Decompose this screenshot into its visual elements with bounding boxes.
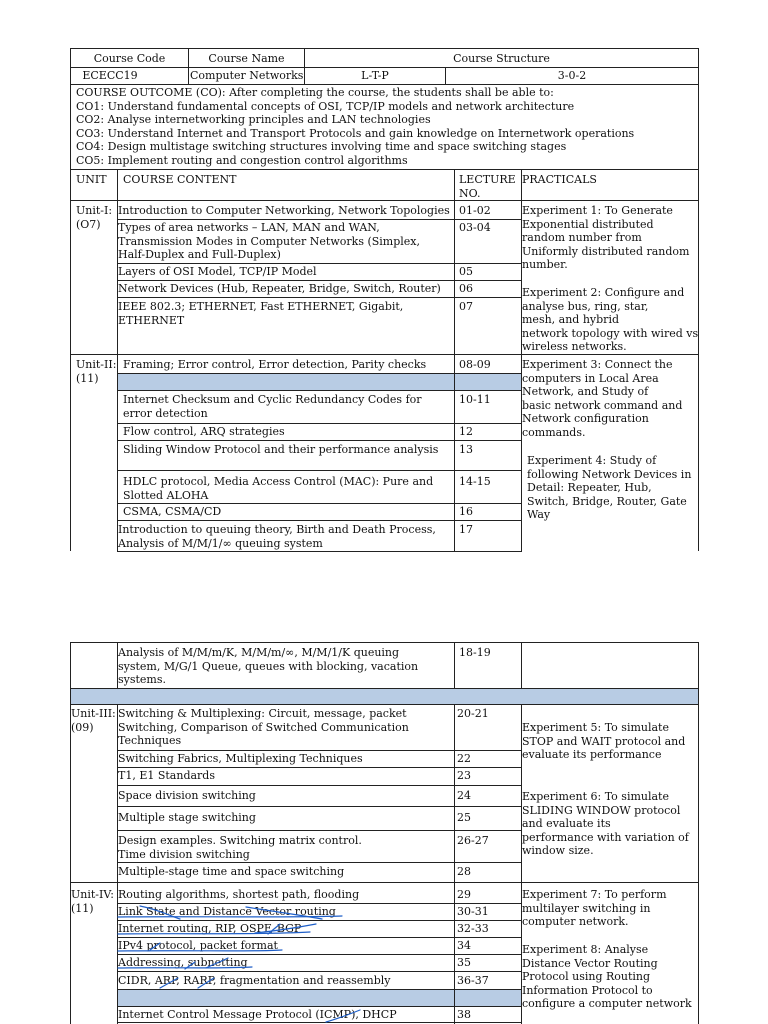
course-name-label: Course Name [208,52,285,65]
unit-label: Unit-III: [71,707,116,720]
table-row-content: Framing; Error control, Error detection, Parity checks [123,358,427,371]
table-row-content: Half-Duplex and Full-Duplex) [118,248,281,261]
table-row-content: Switching Fabrics, Multiplexing Techniques [118,752,363,765]
table-row-content: Time division switching [118,847,250,861]
table-row-lecture: 20-21 [457,707,489,720]
experiment-line: Experiment 6: To simulate [522,790,669,803]
table-row-content: Internet Checksum and Cyclic Redundancy Codes for [123,393,422,406]
table-row-content: Analysis of M/M/1/∞ queuing system [118,536,323,550]
experiment-line: Experiment 5: To simulate [522,721,669,734]
table-row-content: Switching & Multiplexing: Circuit, message, packet [118,707,407,720]
unit-label: Unit-I: [76,204,113,217]
experiment-line: Distance Vector Routing [522,956,658,970]
table-row-content: CIDR, ARP, RARP, fragmentation and reassembly [118,974,391,987]
col-header-practicals: PRACTICALS [522,173,597,186]
outcome-line: COURSE OUTCOME (CO): After completing the course, the students shall be able to: [76,86,554,99]
table-row-lecture: 23 [457,769,471,782]
table-row-content: HDLC protocol, Media Access Control (MAC): Pure and [123,475,434,488]
table-row-content: Introduction to Computer Networking, Network Topologies [118,204,450,217]
unit-hours: (11) [71,901,94,915]
experiment-line: Experiment 8: Analyse [522,943,649,956]
experiment-line: Network, and Study of [522,385,649,398]
table-row-lecture: 10-11 [459,393,491,406]
table-row-lecture: 16 [459,505,473,518]
table-row-content: Types of area networks – LAN, MAN and WAN, [118,221,380,234]
table-row-lecture: 06 [459,282,473,295]
table-row-content: Transmission Modes in Computer Networks (Simplex, [118,234,421,248]
outcome-line: CO5: Implement routing and congestion control algorithms [76,153,408,167]
table-row-content: Space division switching [118,789,256,802]
outcome-line: CO4: Design multistage switching structures involving time and space switching stages [76,140,567,153]
table-row-lecture: 22 [457,752,471,765]
table-row-content: T1, E1 Standards [118,769,215,782]
table-row-lecture: 26-27 [457,834,489,847]
table-row-content: Techniques [118,734,182,747]
table-row-content: error detection [123,406,208,420]
experiment-line: STOP and WAIT protocol and [522,734,686,748]
table-row-lecture: 34 [457,939,471,952]
table-row-content: Introduction to queuing theory, Birth and Death Process, [118,523,436,536]
table-row-content: ETHERNET [118,313,185,327]
table-row-content: Link State and Distance Vector routing [118,905,336,918]
table-row-content: Multiple-stage time and space switching [118,865,345,878]
table-row-content: Multiple stage switching [118,811,256,824]
table-row-content: Slotted ALOHA [123,488,209,502]
experiment-line: basic network command and [522,398,683,412]
col-header-lecture-no: NO. [459,186,481,200]
experiment-line: window size. [522,844,594,857]
experiment-line: Exponential distributed [522,217,654,231]
col-header-unit: UNIT [76,173,107,186]
experiment-line: performance with variation of [522,830,689,844]
experiment-line: random number from [522,231,642,244]
experiment-line: number. [522,258,568,271]
table-row-content: Layers of OSI Model, TCP/IP Model [118,265,317,278]
table-row-content: Analysis of M/M/m/K, M/M/m/∞, M/M/1/K queuing [118,646,400,659]
table-row-lecture: 13 [459,443,473,456]
experiment-line: Uniformly distributed random [522,244,690,258]
table-row-lecture: 18-19 [459,646,491,659]
unit-label: Unit-IV: [71,888,114,901]
experiment-line: commands. [522,425,586,439]
table-row-content: Internet routing, RIP, OSPF, BGP [118,922,302,935]
outcome-line: CO3: Understand Internet and Transport Protocols and gain knowledge on Internetwork operations [76,126,635,140]
table-row-content: system, M/G/1 Queue, queues with blocking, vacation [118,659,419,673]
table-row-lecture: 28 [457,865,471,878]
table-row-lecture: 35 [457,956,471,969]
table-row-lecture: 17 [459,523,473,536]
course-name: Computer Networks [190,69,304,82]
table-row-lecture: 30-31 [457,905,489,918]
experiment-line: Experiment 2: Configure and [522,286,685,299]
unit-label: Unit-II: [76,358,117,371]
experiment-line: SLIDING WINDOW protocol [522,803,681,817]
table-row-content: Switching, Comparison of Switched Communication [118,720,409,734]
unit-hours: (O7) [76,217,101,231]
table-row-lecture: 03-04 [459,221,491,234]
table-row-lecture: 08-09 [459,358,491,371]
table-row-content: Design examples. Switching matrix control. [118,834,362,847]
experiment-line: configure a computer network [522,997,692,1010]
table-row-lecture: 24 [457,789,471,802]
table-row-content: IPv4 protocol, packet format [118,939,278,952]
experiment-line: Experiment 1: To Generate [522,204,673,217]
course-code-label: Course Code [93,52,166,65]
table-row-lecture: 07 [459,300,473,313]
table-row-content: IEEE 802.3; ETHERNET, Fast ETHERNET, Gigabit, [118,300,404,313]
table-row-lecture: 05 [459,265,473,278]
experiment-line: computer network. [522,915,629,928]
experiment-line: Network configuration [522,412,649,425]
table-row-content: Addressing, subnetting [118,956,248,969]
experiment-line: mesh, and hybrid [522,313,620,326]
ltp-value: 3-0-2 [557,69,587,82]
experiment-line: Protocol using Routing [522,970,651,983]
table-row-content: systems. [118,673,167,686]
experiment-line: Experiment 7: To perform [522,888,667,901]
table-row-content: Sliding Window Protocol and their performance analysis [123,443,439,456]
table-row-lecture: 14-15 [459,475,491,488]
table-row-content: Flow control, ARQ strategies [123,425,285,438]
table-row-lecture: 32-33 [457,922,489,935]
col-header-content: COURSE CONTENT [123,173,237,186]
experiment-line: following Network Devices in [527,467,692,481]
table-row-lecture: 12 [459,425,473,438]
experiment-line: Switch, Bridge, Router, Gate [527,494,687,508]
experiment-line: multilayer switching in [522,901,651,915]
table-row-lecture: 01-02 [459,204,491,217]
outcome-line: CO2: Analyse internetworking principles and LAN technologies [76,113,431,126]
ltp-label: L-T-P [361,69,389,82]
experiment-line: network topology with wired vs [522,326,699,340]
highlight-row [71,688,698,704]
course-code: ECECC19 [82,69,138,82]
experiment-line: analyse bus, ring, star, [522,299,649,313]
table-row-lecture: 36-37 [457,974,489,987]
experiment-line: and evaluate its [522,817,611,830]
highlight-row [118,989,521,1006]
experiment-line: computers in Local Area [522,371,659,385]
experiment-line: Experiment 4: Study of [527,454,657,467]
experiment-line: evaluate its performance [522,748,662,761]
outcome-line: CO1: Understand fundamental concepts of OSI, TCP/IP models and network architecture [76,99,575,113]
table-row-content: Routing algorithms, shortest path, flooding [118,888,360,901]
unit-hours: (11) [76,371,99,385]
table-row-lecture: 29 [457,888,471,901]
course-structure-label: Course Structure [453,52,550,65]
highlight-row [118,373,521,390]
table-row-content: CSMA, CSMA/CD [123,505,222,518]
experiment-line: Experiment 3: Connect the [522,358,673,371]
unit-hours: (09) [71,720,94,734]
col-header-lecture: LECTURE [459,173,516,186]
experiment-line: Detail: Repeater, Hub, [527,481,652,494]
experiment-line: Information Protocol to [522,983,653,997]
experiment-line: wireless networks. [522,340,627,353]
table-row-lecture: 38 [457,1008,471,1021]
table-row-content: Internet Control Message Protocol (ICMP), DHCP [118,1008,397,1021]
table-row-lecture: 25 [457,811,471,824]
table-row-content: Network Devices (Hub, Repeater, Bridge, Switch, Router) [118,282,441,295]
experiment-line: Way [527,508,551,521]
